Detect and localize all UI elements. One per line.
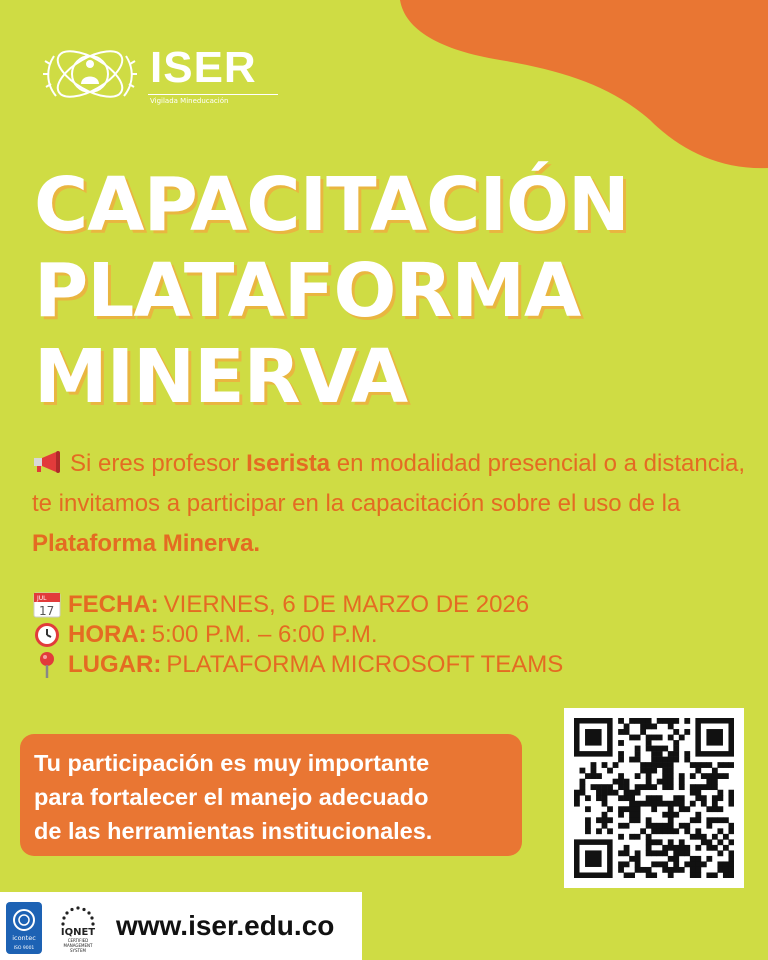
iqnet-label: IQNET bbox=[60, 927, 96, 938]
calendar-day: 17 bbox=[39, 604, 55, 618]
date-label: FECHA: bbox=[68, 591, 159, 618]
iqnet-sub-2: MANAGEMENT bbox=[63, 943, 93, 948]
calendar-icon bbox=[32, 591, 62, 619]
location-pin-icon bbox=[32, 651, 62, 679]
date-value: VIERNES, 6 DE MARZO DE 2026 bbox=[163, 591, 530, 618]
website-link[interactable]: www.iser.edu.co bbox=[116, 910, 335, 941]
clock-icon bbox=[32, 621, 62, 649]
iqnet-sub-3: SYSTEM bbox=[70, 948, 86, 953]
callout-line-1: Tu participación es muy importante bbox=[34, 750, 430, 776]
intro-text-1: Si eres profesor bbox=[70, 450, 247, 477]
icontec-iso: ISO 9001 bbox=[13, 946, 35, 951]
megaphone-icon bbox=[32, 450, 64, 474]
iqnet-certification-logo bbox=[48, 902, 108, 954]
title-line-2: PLATAFORMA bbox=[34, 248, 581, 334]
qr-code-icon bbox=[574, 718, 734, 878]
detail-place bbox=[32, 650, 752, 680]
icontec-label: icontec bbox=[12, 934, 36, 942]
logo-subtitle: Vigilada Mineducación bbox=[150, 97, 229, 105]
intro-text-2: en modalidad presencial o a distancia, te invitamos a participar en la capacitación sobre el uso de la bbox=[32, 450, 746, 517]
detail-date bbox=[32, 590, 752, 620]
place-value: PLATAFORMA MICROSOFT TEAMS bbox=[166, 651, 564, 678]
detail-time bbox=[32, 620, 752, 650]
intro-paragraph bbox=[32, 444, 752, 564]
time-label: HORA: bbox=[68, 621, 147, 648]
page-title bbox=[34, 162, 754, 420]
place-label: LUGAR: bbox=[68, 651, 162, 678]
iser-logo bbox=[40, 34, 290, 114]
title-line-1: CAPACITACIÓN bbox=[34, 162, 629, 248]
event-details bbox=[32, 590, 752, 680]
footer bbox=[0, 892, 362, 960]
calendar-month: JUL bbox=[37, 595, 47, 602]
callout-line-3: de las herramientas institucionales. bbox=[34, 818, 433, 844]
iqnet-sub-1: CERTIFIED bbox=[67, 938, 89, 943]
logo-name: ISER bbox=[150, 43, 257, 92]
logo-divider bbox=[148, 94, 278, 95]
intro-bold-platform: Plataforma Minerva. bbox=[32, 530, 261, 557]
callout-line-2: para fortalecer el manejo adecuado bbox=[34, 784, 429, 810]
qr-code[interactable] bbox=[564, 708, 744, 888]
intro-bold-iserista: Iserista bbox=[246, 450, 331, 477]
icontec-certification-logo bbox=[6, 902, 42, 954]
title-line-3: MINERVA bbox=[34, 334, 408, 420]
iser-emblem-icon bbox=[40, 34, 140, 114]
callout-box bbox=[20, 734, 522, 856]
time-value: 5:00 P.M. – 6:00 P.M. bbox=[151, 621, 378, 648]
